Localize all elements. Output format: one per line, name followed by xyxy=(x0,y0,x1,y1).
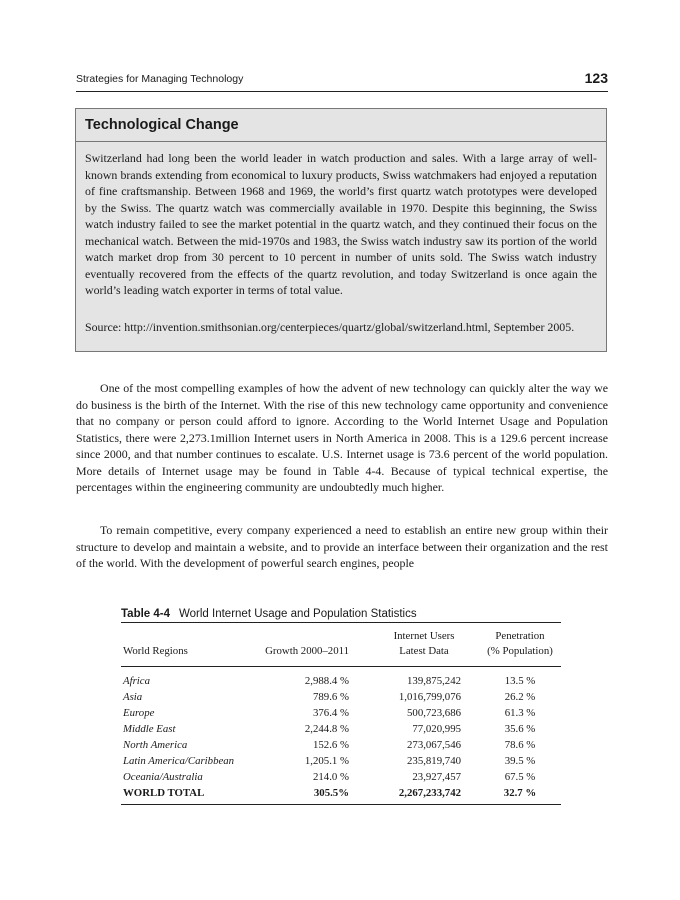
cell-users: 235,819,740 xyxy=(407,755,461,767)
sidebar-divider xyxy=(76,141,606,142)
table-label: Table 4-4 xyxy=(121,608,170,620)
cell-region: Middle East xyxy=(123,723,176,735)
body-paragraph: One of the most compelling examples of how the advent of new technology can quickly alter the way we do business is the birth of the Internet. With the rise of this new technology came opportunity and convenience that no company or person could afford to ignore. According to the World Internet Usage and Population Statistics, there were 2,273.1million Internet users in North America in 2008. This is a 129.6 percent increase since 2000, and that number continues to escalate. U.S. Internet usage is 73.6 percent of the world population. More details of Internet usage may be found in Table 4-4. Because of typical technical expertise, the percentages within the engineering community are undoubtedly much higher. xyxy=(76,381,608,494)
table-4-4 xyxy=(121,606,561,805)
cell-growth: 376.4 % xyxy=(313,707,349,719)
cell-region: WORLD TOTAL xyxy=(123,787,205,799)
table-header-row xyxy=(121,644,561,667)
cell-growth: 2,244.8 % xyxy=(304,723,349,735)
cell-penetration: 39.5 % xyxy=(504,755,536,767)
header-region: World Regions xyxy=(121,644,259,667)
cell-users: 139,875,242 xyxy=(407,675,461,687)
internet-usage-table xyxy=(121,622,561,805)
table-row xyxy=(121,667,561,690)
cell-users: 2,267,233,742 xyxy=(398,787,461,799)
running-head xyxy=(76,71,608,92)
cell-penetration: 78.6 % xyxy=(504,739,536,751)
header-penetration-line2: (% Population) xyxy=(479,644,561,667)
table-total-row xyxy=(121,785,561,805)
table-row xyxy=(121,705,561,721)
table-row xyxy=(121,689,561,705)
cell-penetration: 32.7 % xyxy=(503,787,537,799)
cell-region: Oceania/Australia xyxy=(123,771,203,783)
sidebar-box xyxy=(75,108,607,352)
sidebar-source: Source: http://invention.smithsonian.org/centerpieces/quartz/global/switzerland.html, September 2005. xyxy=(85,320,575,334)
sidebar-body: Switzerland had long been the world leader in watch production and sales. With a large array of well-known brands extending from economical to luxury products, Swiss watchmakers had enjoyed a reputation of fine craftsmanship. Between 1968 and 1969, the world’s first quartz watch prototypes were developed by the Swiss. The quartz watch was commercially available in 1970. Despite this beginning, the Swiss watch industry failed to see the market potential in the quartz watch, and they continued their focus on the mechanical watch. Between the mid-1970s and 1983, the Swiss watch industry saw its portion of the world watch market drop from 30 percent to 10 percent in number of units sold. The Swiss watch industry eventually recovered from the effects of the quartz revolution, and today Switzerland is once again the world’s leading watch exporter in terms of total value. xyxy=(85,151,597,297)
cell-region: North America xyxy=(123,739,188,751)
cell-growth: 789.6 % xyxy=(313,691,349,703)
cell-penetration: 35.6 % xyxy=(504,723,536,735)
cell-region: Africa xyxy=(123,675,150,687)
cell-users: 1,016,799,076 xyxy=(398,691,461,703)
header-users-line2: Latest Data xyxy=(369,644,479,667)
cell-users: 273,067,546 xyxy=(407,739,461,751)
cell-growth: 214.0 % xyxy=(313,771,349,783)
sidebar-title: Technological Change xyxy=(85,117,239,133)
cell-users: 23,927,457 xyxy=(412,771,461,783)
body-paragraph: To remain competitive, every company experienced a need to establish an entire new group within their structure to develop and maintain a website, and to provide an interface between their organization and the rest of the world. With the development of powerful search engines, people xyxy=(76,523,608,570)
cell-growth: 305.5% xyxy=(313,787,349,799)
cell-users: 77,020,995 xyxy=(412,723,461,735)
page-number: 123 xyxy=(584,70,608,86)
table-row xyxy=(121,737,561,753)
table-row xyxy=(121,721,561,737)
header-growth: Growth 2000–2011 xyxy=(259,644,369,667)
header-penetration-line1: Penetration xyxy=(495,630,545,642)
header-users-line1: Internet Users xyxy=(393,630,455,642)
table-row xyxy=(121,769,561,785)
table-title: World Internet Usage and Population Statistics xyxy=(179,608,417,620)
chapter-title: Strategies for Managing Technology xyxy=(76,73,244,85)
cell-penetration: 13.5 % xyxy=(504,675,536,687)
cell-penetration: 61.3 % xyxy=(504,707,536,719)
table-caption xyxy=(121,606,561,622)
cell-penetration: 67.5 % xyxy=(504,771,536,783)
table-header-row xyxy=(121,623,561,645)
table-row xyxy=(121,753,561,769)
cell-users: 500,723,686 xyxy=(407,707,461,719)
cell-region: Latin America/Caribbean xyxy=(123,755,235,767)
cell-region: Asia xyxy=(123,691,143,703)
cell-region: Europe xyxy=(123,707,155,719)
cell-growth: 1,205.1 % xyxy=(304,755,349,767)
cell-growth: 2,988.4 % xyxy=(304,675,349,687)
cell-growth: 152.6 % xyxy=(313,739,349,751)
cell-penetration: 26.2 % xyxy=(504,691,536,703)
